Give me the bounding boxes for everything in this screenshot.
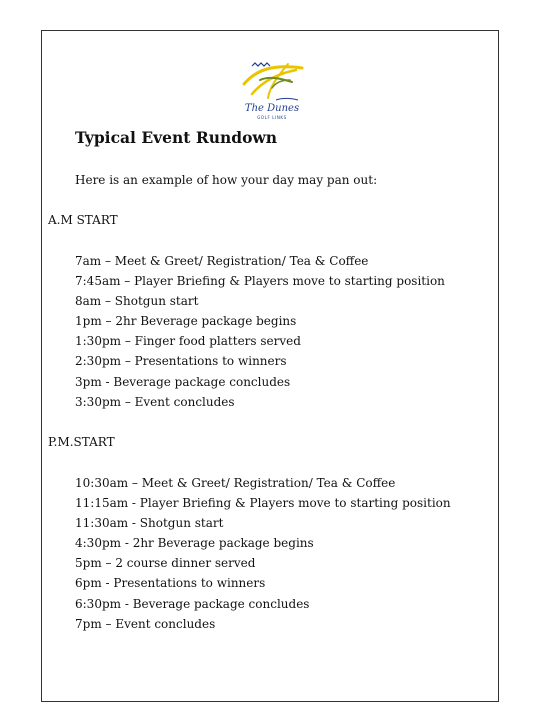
- pm-start-label: P.M.START: [48, 435, 115, 449]
- logo-subtitle: GOLF LINKS: [257, 115, 287, 120]
- schedule-item: 7pm – Event concludes: [75, 616, 216, 631]
- schedule-item: 5pm – 2 course dinner served: [75, 556, 256, 571]
- schedule-item: 1:30pm – Finger food platters served: [75, 334, 301, 349]
- intro-text: Here is an example of how your day may pan out:: [75, 173, 378, 187]
- schedule-item: 10:30am – Meet & Greet/ Registration/ Tea & Coffee: [75, 476, 396, 490]
- logo-name: The Dunes: [244, 103, 300, 114]
- schedule-item: 2:30pm – Presentations to winners: [75, 354, 287, 369]
- schedule-item: 11:15am - Player Briefing & Players move to starting position: [75, 496, 451, 511]
- logo-emblem-icon: [232, 56, 312, 104]
- schedule-item: 8am – Shotgun start: [75, 294, 199, 309]
- the-dunes-logo: [232, 56, 312, 122]
- schedule-item: 1pm – 2hr Beverage package begins: [75, 314, 297, 329]
- schedule-item: 4:30pm - 2hr Beverage package begins: [75, 536, 314, 551]
- schedule-item: 3pm - Beverage package concludes: [75, 374, 291, 389]
- schedule-item: 7:45am – Player Briefing & Players move to starting position: [75, 274, 445, 289]
- page-title: Typical Event Rundown: [75, 128, 278, 147]
- am-start-label: A.M START: [48, 213, 118, 227]
- schedule-item: 7am – Meet & Greet/ Registration/ Tea & Coffee: [75, 254, 369, 268]
- schedule-item: 6pm - Presentations to winners: [75, 576, 266, 591]
- schedule-item: 6:30pm - Beverage package concludes: [75, 596, 310, 611]
- pm-schedule-list: [75, 473, 451, 634]
- schedule-item: 11:30am - Shotgun start: [75, 516, 224, 531]
- am-schedule-list: [75, 251, 445, 412]
- schedule-item: 3:30pm – Event concludes: [75, 394, 235, 409]
